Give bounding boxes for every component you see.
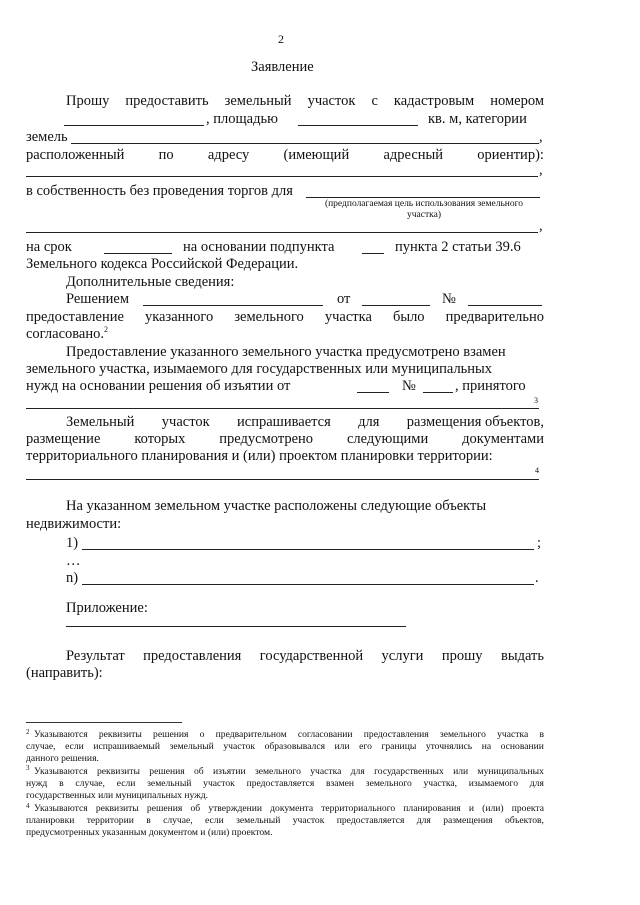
decision-from: от [337,291,351,307]
word: испрашиваемый [93,741,161,752]
footnote-2-line3: данного решения. [26,753,99,764]
word: следующими [346,431,429,447]
word: нужд [26,778,48,789]
word: участка, [423,778,458,789]
word: Указываются [34,729,88,740]
word: кадастровым [393,93,475,109]
word: решения [153,729,189,740]
placement-sup: 4 [535,466,539,475]
seizure-line1: Предоставление указанного земельного участка предусмотрено взамен [66,344,506,360]
result-line2: (направить): [26,665,103,681]
blank-land-category[interactable] [71,143,539,144]
word: участка [497,729,529,740]
word: земельного [439,729,486,740]
word: в [59,778,64,789]
objects-line1: На указанном земельном участке расположены следующие объекты [66,498,487,514]
word: если [116,778,136,789]
p1-line9: Земельного кодекса Российской Федерации. [26,256,299,272]
objects-ellipsis: … [66,553,81,569]
footnote-3-line1 [34,766,544,778]
footnote-4-line2 [26,815,544,827]
document-title: Заявление [251,59,314,75]
word: Указываются [34,766,88,777]
word: Земельный [66,414,135,430]
word: участок [292,815,325,826]
word: для [358,414,380,430]
attachment-label: Приложение: [66,600,148,616]
word: государственных [374,766,444,777]
footnote-3-number: 3 [26,764,30,772]
p1-line3-end: , [539,129,543,145]
word: объектов, [504,815,544,826]
purpose-caption-2: участка) [407,210,441,220]
purpose-caption-1: (предполагаемая цель использования земельного [324,199,524,209]
word: решения [149,766,185,777]
word: ориентир): [477,147,544,163]
word: земельного [234,309,304,325]
word: земельный [236,815,281,826]
word: территориального [321,803,396,814]
word: участка [310,766,342,777]
word: было [392,309,425,325]
article-label: пункта 2 статьи 39.6 [395,239,521,255]
word: предоставить [125,93,209,109]
word: предоставляется [336,815,405,826]
word: утверждении [208,803,263,814]
word: документами [462,431,544,447]
word: предоставления [363,729,429,740]
word: для [350,766,365,777]
word: в [146,815,151,826]
blank-object-n[interactable] [82,584,534,585]
word: образовывался [264,741,326,752]
word: размещения объектов, [406,414,544,430]
word: муниципальных [477,766,544,777]
word: размещение [26,431,101,447]
word: размещения [443,815,493,826]
page-number: 2 [278,32,284,46]
word: территории [86,815,134,826]
word: (или) [482,803,504,814]
word: взамен [325,778,355,789]
word: Прошу [66,93,110,109]
word: участок [203,778,235,789]
blank-purpose[interactable] [306,197,540,198]
word: его [359,741,372,752]
word: земельный [147,778,192,789]
decision-label: Решением [66,291,130,307]
word: предоставляется [246,778,315,789]
blank-decision-date[interactable] [362,305,430,306]
word: услуги [381,648,424,664]
word: предварительно [445,309,544,325]
word: для [416,815,431,826]
object-item-1-end: ; [537,535,542,551]
word: адресный [383,147,444,163]
word: проекта [511,803,544,814]
p1-line1 [66,93,544,110]
word: или [334,741,350,752]
word: выдать [501,648,544,664]
word: планировки [26,815,75,826]
blank-cadastral-number[interactable] [64,125,204,126]
p1-line6: в собственность без проведения торгов для [26,183,293,199]
word: случае, [163,815,193,826]
footnote-4-number: 4 [26,802,30,810]
word: изымаемого [468,778,519,789]
word: испрашивается [237,414,331,430]
word: уточнялись [425,741,473,752]
blank-object-1[interactable] [82,549,534,550]
placement-line1 [66,414,544,431]
word: случае, [75,778,105,789]
footnote-4-line1 [34,803,544,815]
word: о [199,729,205,740]
blank-attachment[interactable] [66,626,406,627]
seizure-line2: земельного участка, изымаемого для государственных или муниципальных [26,361,493,377]
seizure-number-sign: № [402,378,416,394]
word: земельного [365,778,412,789]
footnote-3-line3: государственных или муниципальных нужд. [26,790,209,801]
object-item-1-label: 1) [66,535,79,551]
basis-label: на основании подпункта [183,239,335,255]
word: адресу [207,147,250,163]
footnote-2-line2 [26,741,544,753]
word: согласовании [297,729,353,740]
word: и [468,803,474,814]
p1-line4 [26,147,544,164]
p1-line7-end: , [539,218,543,234]
word: об [193,766,204,777]
word: планирования [403,803,461,814]
word: с [371,93,378,109]
seizure-line3a: нужд на основании решения об изъятии от [26,378,291,394]
footnote-2-line1 [34,729,544,741]
word: земельного [254,766,301,777]
word: предоставления [143,648,242,664]
word: для [529,778,544,789]
p1-line2-mid: , площадью [206,111,278,127]
footnote-separator [26,722,182,723]
word: расположенный [26,147,125,163]
word: в [539,729,544,740]
decision-number-sign: № [442,291,456,307]
result-line1 [66,648,544,665]
blank-planning-docs[interactable] [26,479,539,480]
seizure-line3c: , принятого [455,378,526,394]
word: основании [500,741,544,752]
object-item-n-label: n) [66,570,79,586]
blank-seizure-number[interactable] [423,392,453,393]
blank-subparagraph[interactable] [362,253,384,254]
blank-decision-number[interactable] [468,305,542,306]
footnote-3-line2 [26,778,544,790]
placement-line2 [26,431,544,448]
blank-purpose-continued[interactable] [26,232,538,233]
word: реквизиты [95,803,139,814]
word: номером [490,93,544,109]
word: решения [146,803,183,814]
word: прошу [441,648,483,664]
p1-line2-tail: кв. м, категории [428,111,527,127]
blank-seizure-date[interactable] [357,392,389,393]
object-item-n-end: . [535,570,539,586]
word: границы [381,741,417,752]
blank-seizure-authority[interactable] [26,408,539,409]
word: предусмотрено [219,431,314,447]
additional-heading: Дополнительные сведения: [66,274,235,290]
word: об [190,803,201,814]
word: Указываются [34,803,88,814]
word: участок [223,741,256,752]
blank-address[interactable] [26,176,538,177]
word: случае, [26,741,56,752]
word: предварительном [215,729,287,740]
word: (имеющий [283,147,350,163]
word: которых [134,431,186,447]
footnote-4-line3: предусмотренных указанным документом и (или) проектом. [26,827,273,838]
p1-line5-end: , [539,162,543,178]
blank-decision[interactable] [143,305,323,306]
word: или [453,766,469,777]
word: государственной [259,648,364,664]
seizure-sup: 3 [534,396,538,405]
additional-line3: согласовано.$^2$ [26,325,108,342]
word: участка [324,309,372,325]
objects-line2: недвижимости: [26,516,122,532]
word: участок [307,93,356,109]
word: участок [161,414,210,430]
word: по [158,147,174,163]
word: земельный [224,93,292,109]
word: указанного [144,309,214,325]
word: документа [270,803,314,814]
word: реквизиты [98,729,142,740]
word: если [205,815,224,826]
word: если [65,741,84,752]
word: на [481,741,492,752]
word: земельный [169,741,214,752]
word: реквизиты [96,766,140,777]
blank-term[interactable] [104,253,172,254]
term-label: на срок [26,239,72,255]
word: Результат [66,648,125,664]
additional-line2 [26,309,544,326]
placement-line3: территориального планирования и (или) проектом планировки территории: [26,448,493,464]
blank-area[interactable] [298,125,418,126]
word: изъятии [213,766,246,777]
word: предоставление [26,309,124,325]
p1-line3-start: земель [26,129,68,145]
footnote-2-number: 2 [26,728,30,736]
